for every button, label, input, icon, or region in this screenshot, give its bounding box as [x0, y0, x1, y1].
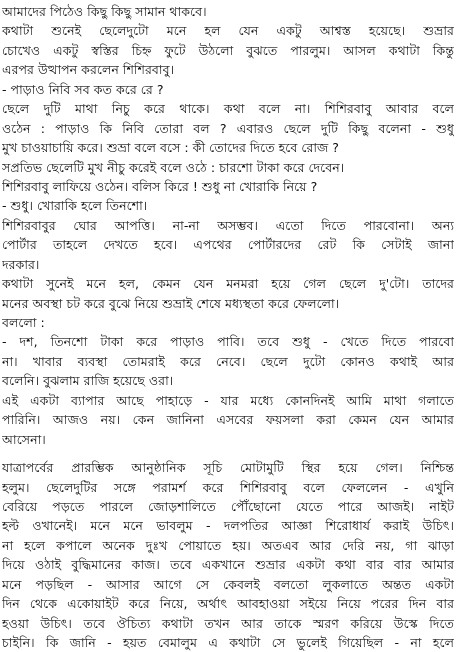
- paragraph: [2, 99, 454, 196]
- text-line: ছেলে দুটি মাথা নিচু করে থাকে। কথা বলে না। শিশিরবাবু আবার বলে: [2, 101, 454, 117]
- text-line: হলুম। ছেলেদুটির সঙ্গে পরামর্শ করে শিশিরবাবু বলে ফেললেন - এখুনি: [2, 479, 454, 495]
- text-line: - দশ, তিনশো টাকা করে পাড়াও পাবি। তবে শুধু - খেতে দিতে পারবো: [2, 334, 454, 350]
- paragraph: [2, 80, 454, 99]
- text-line: মনের অবস্থা চট করে বুঝে নিয়ে শুভ্রাই শেষে মধ্যস্থতা করে ফেললো।: [2, 295, 340, 311]
- text-line: না। খাবার ব্যবস্থা তোমরাই করে নেবে। ছেলে দুটো কোনও কথাই আর: [2, 353, 454, 369]
- text-line: না হলে কপালে অনেক দুঃখ পোয়াতে হয়। অতএব আর দেরি নয়, গা ঝাড়া: [2, 537, 454, 553]
- text-line: চাইনি। কি জানি - হয়ত বেমালুম এ কথাটা সে ভুলেই গিয়েছিল - না হলে: [2, 635, 454, 650]
- text-line: দিয়ে ওঠাই বুদ্ধিমানের কাজ। তবে একখানে শুভ্রার একটা কথা বার বার আমার: [2, 557, 454, 573]
- paragraph: [2, 2, 454, 21]
- text-line: পারিনি। আজও নয়। কেন জানিনা এসবের ফয়সলা করা কেমন যেন আমার: [2, 412, 454, 428]
- text-line: কথাটা শুনেই ছেলেদুটো মনে হল যেন একটু আশ্বস্ত হয়েছে। শুভ্রার: [2, 23, 454, 39]
- text-line: - পাড়াও নিবি সব কত করে রে ?: [2, 81, 164, 97]
- text-line: দিন থেকে একোয়াইট করে নিয়ে, অর্থাৎ আবহাওয়া সইয়ে নিয়ে পরের দিন বার: [2, 596, 454, 612]
- text-line: - শুধু। খোরাকি হলে তিনশো।: [2, 198, 148, 214]
- text-line: এই একটা ব্যাপার আছে পাহাড়ে - যার মধ্যে কোনদিনই আমি মাথা গলাতে: [2, 392, 454, 408]
- text-line: এরপর উত্থাপন করলেন শিশিরবাবু।: [2, 62, 175, 78]
- text-line: চোখেও একটু স্বস্তির চিহ্ন ফুটে উঠলো বুঝতে পারলুম। আসল কথাটা কিন্তু: [2, 42, 454, 58]
- text-line: দরকার।: [2, 256, 40, 272]
- text-line: আমাদের পিঠেও কিছু কিছু সামান থাকবে।: [2, 4, 207, 19]
- text-line: মনে পড়ছিল - আসার আগে সে কেবলই বলতো লুকলাতে অন্তত একটা: [2, 576, 454, 592]
- text-line: কথাটা সুনেই মনে হল, কেমন যেন মনমরা হয়ে গেল ছেলে দু'টো। তাদের: [2, 276, 454, 292]
- text-line: বললো :: [2, 315, 45, 330]
- paragraph: [2, 196, 454, 215]
- text-line: হওয়া উচিৎ। তবে ঔচিত্য কথাটা তখন আর তাকে স্মরণ করিয়ে উস্কে দিতে: [2, 615, 454, 631]
- paragraph: [2, 332, 454, 390]
- paragraph: [2, 216, 454, 274]
- text-line: পোর্টার তাহলে দেখতে হবে। এপথের পোর্টারদের রেট কি সেটাই জানা: [2, 237, 454, 253]
- text-line: বলেনি। বুঝলাম রাজি হয়েছে ওরা।: [2, 373, 174, 389]
- text-line: মুখ চাওয়াচায়ি করে। শুভ্রা বলে বসে : কী তোদের দিতে হবে রোজ ?: [2, 140, 339, 156]
- text-line: আসেনা।: [2, 431, 46, 447]
- text-line: যাত্রাপর্বের প্রারম্ভিক আনুষ্ঠানিক সূচি মোটামুটি স্থির হয়ে গেল। নিশ্চিন্ত: [2, 460, 454, 476]
- text-line: শিশিরবাবু লাফিয়ে ওঠেন। বলিস কিরে ! শুধু না খোরাকি নিয়ে ?: [2, 178, 318, 194]
- paragraph: [2, 21, 454, 79]
- paragraph-gap: [2, 449, 454, 458]
- text-line: ওঠেন : পাড়াও কি নিবি তোরা বল ? এবারও ছেলে দুটি কিছু বলেনা - শুধু: [2, 120, 454, 136]
- paragraph: [2, 274, 454, 332]
- text-line: হল্ট ওখানেই। মনে মনে ভাবলুম - দলপতির আজ্ঞা শিরোধার্য করাই উচিৎ।: [2, 518, 454, 534]
- text-line: বেরিয়ে পড়তে পারলে জোড়শালিতে পৌঁছোনো যেতে পারে আজই। নাইট: [2, 498, 454, 514]
- text-line: সপ্রতিভ ছেলেটি মুখ নীচু করেই বলে ওঠে : চারশো টাকা করে দেবেন।: [2, 159, 345, 175]
- paragraph: [2, 391, 454, 449]
- text-line: শিশিরবাবুর ঘোর আপত্তি। না-না অসম্ভব। এতো দিতে পারবোনা। অন্য: [2, 217, 454, 233]
